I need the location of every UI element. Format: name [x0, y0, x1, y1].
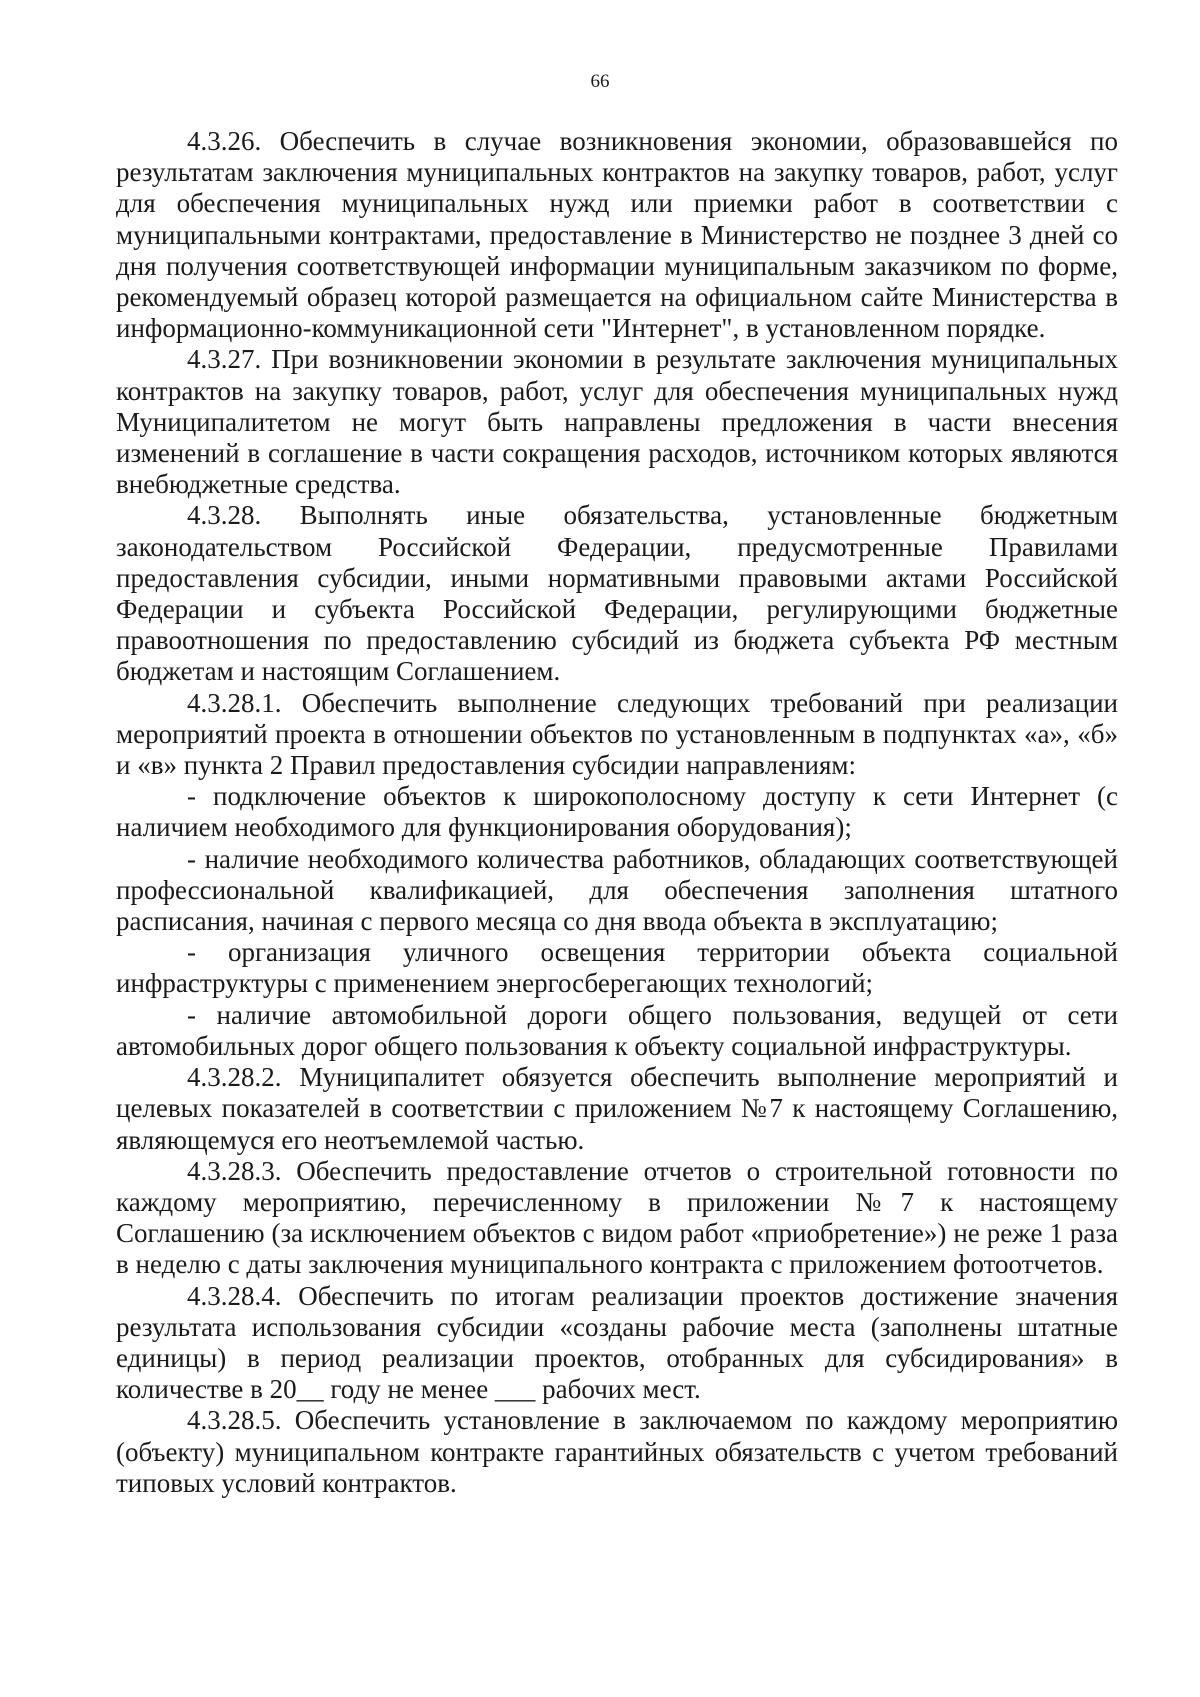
- paragraph-4-3-28-2: 4.3.28.2. Муниципалитет обязуется обеспечить выполнение мероприятий и целевых показателей в соответствии с приложением №7 к настоящему Соглашению, являющемуся его неотъемлемой частью.: [116, 1062, 1118, 1155]
- paragraph-4-3-28-3: 4.3.28.3. Обеспечить предоставление отчетов о строительной готовности по каждому мероприятию, перечисленному в приложении №7 к настоящему Соглашению (за исключением объектов с видом работ «приобретение») не реже 1 раза в неделю с даты заключения муниципального контракта с приложением фотоотчетов.: [116, 1155, 1118, 1280]
- paragraph-4-3-26: 4.3.26. Обеспечить в случае возникновения экономии, образовавшейся по результатам заключения муниципальных контрактов на закупку товаров, работ, услуг для обеспечения муниципальных нужд или приемки работ в соответствии с муниципальными контрактами, предоставление в Министерство не позднее 3 дней со дня получения соответствующей информации муниципальным заказчиком по форме, рекомендуемый образец которой размещается на официальном сайте Министерства в информационно-коммуникационной сети "Интернет", в установленном порядке.: [116, 126, 1118, 344]
- paragraph-4-3-28-5: 4.3.28.5. Обеспечить установление в заключаемом по каждому мероприятию (объекту) муниципальном контракте гарантийных обязательств с учетом требований типовых условий контрактов.: [116, 1405, 1118, 1498]
- paragraph-4-3-28: 4.3.28. Выполнять иные обязательства, установленные бюджетным законодательством Российской Федерации, предусмотренные Правилами предоставления субсидии, иными нормативными правовыми актами Российской Федерации и субъекта Российской Федерации, регулирующими бюджетные правоотношения по предоставлению субсидий из бюджета субъекта РФ местным бюджетам и настоящим Соглашением.: [116, 500, 1118, 687]
- document-body: [116, 126, 1118, 1499]
- page-number: 66: [590, 71, 610, 92]
- paragraph-4-3-28-1: 4.3.28.1. Обеспечить выполнение следующих требований при реализации мероприятий проекта в отношении объектов по установленным в подпунктах «а», «б» и «в» пункта 2 Правил предоставления субсидии направлениям:: [116, 687, 1118, 781]
- list-item-lighting: - организация уличного освещения территории объекта социальной инфраструктуры с применением энергосберегающих технологий;: [116, 937, 1118, 999]
- paragraph-4-3-27: 4.3.27. При возникновении экономии в результате заключения муниципальных контрактов на закупку товаров, работ, услуг для обеспечения муниципальных нужд Муниципалитетом не могут быть направлены предложения в части внесения изменений в соглашение в части сокращения расходов, источником которых являются внебюджетные средства.: [116, 344, 1118, 500]
- list-item-road: - наличие автомобильной дороги общего пользования, ведущей от сети автомобильных дорог общего пользования к объекту социальной инфраструктуры.: [116, 999, 1118, 1061]
- list-item-internet: - подключение объектов к широкополосному доступу к сети Интернет (с наличием необходимого для функционирования оборудования);: [116, 781, 1118, 843]
- paragraph-4-3-28-4: 4.3.28.4. Обеспечить по итогам реализации проектов достижение значения результата использования субсидии «созданы рабочие места (заполнены штатные единицы) в период реализации проектов, отобранных для субсидирования» в количестве в 20__ году не менее ___ рабочих мест.: [116, 1280, 1118, 1405]
- list-item-staff: - наличие необходимого количества работников, обладающих соответствующей профессиональной квалификацией, для обеспечения заполнения штатного расписания, начиная с первого месяца со дня ввода объекта в эксплуатацию;: [116, 843, 1118, 937]
